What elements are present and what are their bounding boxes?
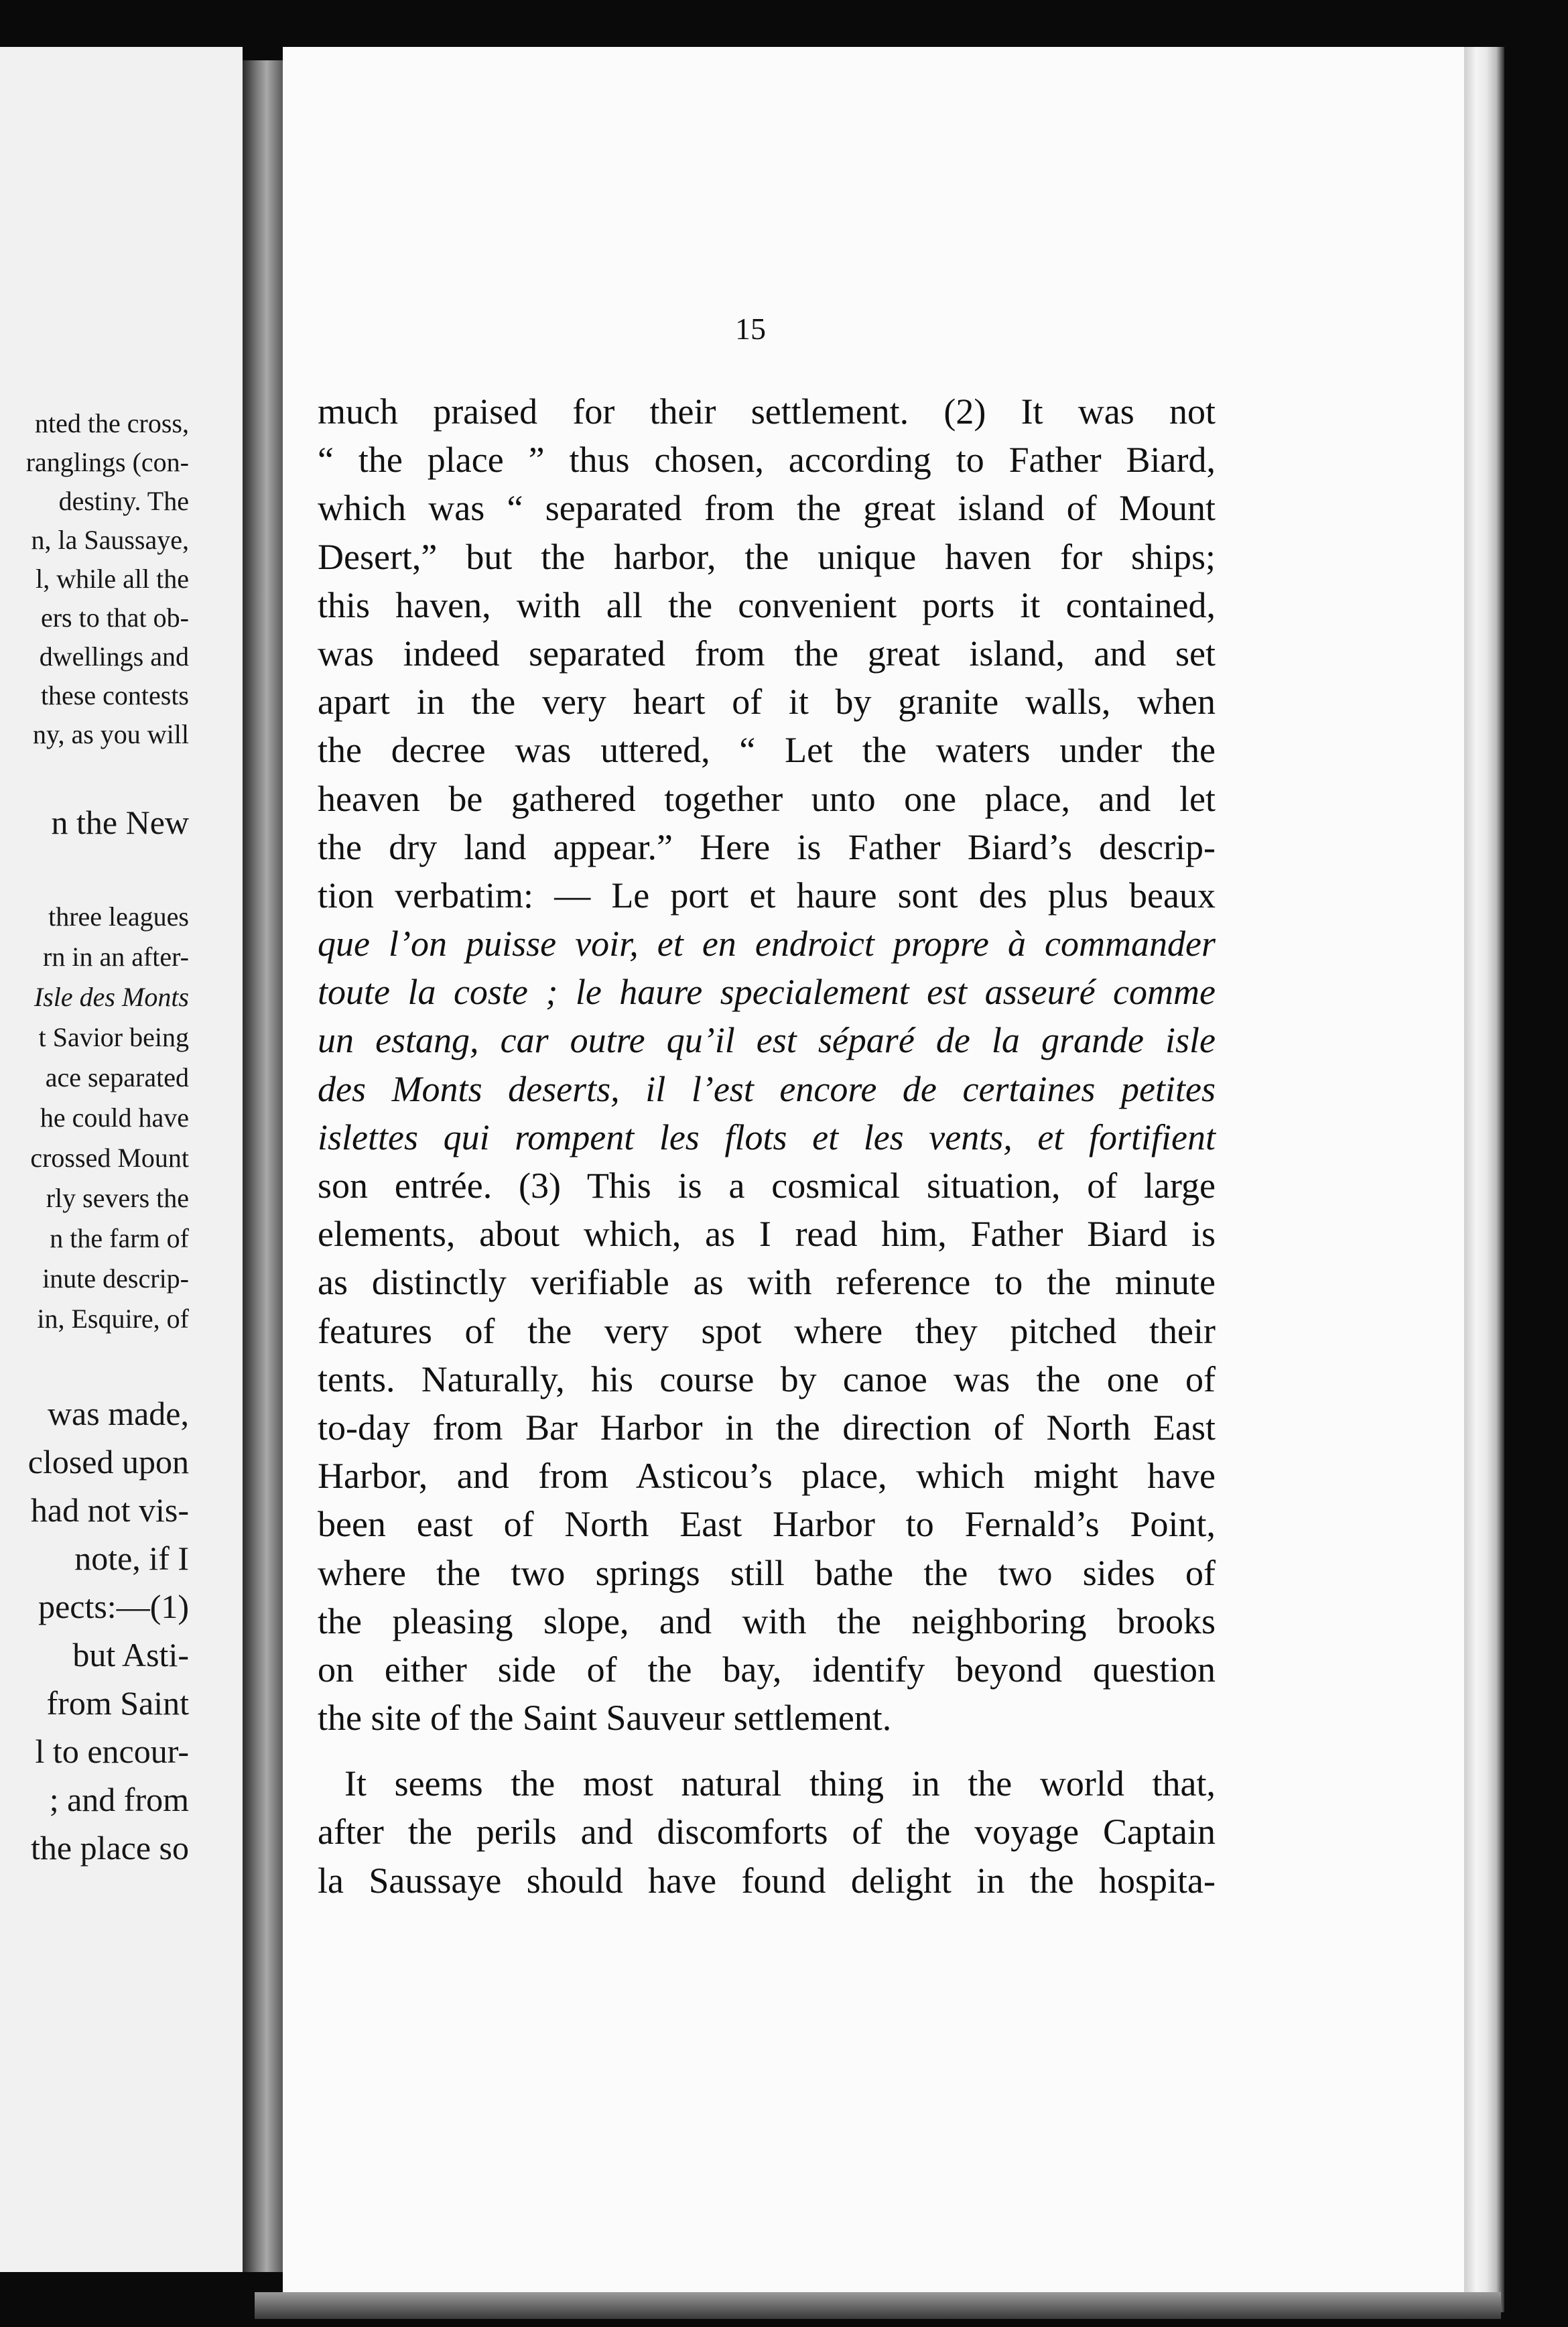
text-line: the site of the Saint Sauveur settlement.: [318, 1698, 892, 1739]
text-line: son entrée. (3) This is a cosmical situation, of large: [318, 1166, 1216, 1206]
left-fragment: n the New: [51, 804, 189, 841]
text-line: much praised for their settlement. (2) It was not: [318, 391, 1216, 432]
left-fragment: note, if I: [74, 1539, 189, 1577]
left-fragment: had not vis-: [30, 1491, 189, 1529]
left-fragment: ny, as you will: [33, 719, 189, 749]
left-fragment: the place so: [30, 1829, 189, 1867]
text-line: apart in the very heart of it by granite walls, when: [318, 682, 1216, 722]
left-fragment: dwellings and: [39, 641, 189, 672]
text-line: “ the place ” thus chosen, according to Father Biard,: [318, 440, 1216, 481]
text-line: islettes qui rompent les flots et les vents, et fortifient: [318, 1117, 1216, 1157]
text-line: the dry land appear.” Here is Father Biard’s descrip-: [318, 826, 1216, 867]
text-line: the pleasing slope, and with the neighboring brooks: [318, 1600, 1216, 1641]
text-line: where the two springs still bathe the two sides of: [318, 1552, 1216, 1593]
text-line: elements, about which, as I read him, Father Biard is: [318, 1214, 1216, 1255]
text-line: this haven, with all the convenient ports it contained,: [318, 584, 1216, 625]
text-line: It seems the most natural thing in the world that,: [344, 1763, 1216, 1804]
left-fragment: closed upon: [27, 1443, 189, 1481]
left-fragment: rly severs the: [46, 1183, 189, 1213]
text-line: Harbor, and from Asticou’s place, which might have: [318, 1456, 1216, 1497]
text-line: Desert,” but the harbor, the unique haven for ships;: [318, 536, 1216, 577]
left-fragment: l, while all the: [36, 564, 189, 594]
left-fragment: nted the cross,: [35, 408, 189, 438]
left-fragment: n, la Saussaye,: [31, 525, 189, 555]
left-fragment: pects:—(1): [38, 1588, 189, 1625]
left-fragment: l to encour-: [35, 1733, 189, 1770]
left-page: [0, 47, 243, 2272]
text-line: on either side of the bay, identify beyond question: [318, 1649, 1216, 1690]
text-line: que l’on puisse voir, et en endroict propre à commander: [318, 924, 1216, 964]
text-line: la Saussaye should have found delight in the hospita-: [318, 1860, 1216, 1901]
body-text: [318, 387, 1216, 1905]
text-line: tents. Naturally, his course by canoe was the one of: [318, 1359, 1216, 1399]
text-line: as distinctly verifiable as with reference to the minute: [318, 1262, 1216, 1303]
left-fragment: ace separated: [45, 1062, 189, 1092]
left-fragment: n the farm of: [50, 1223, 189, 1253]
left-fragment: these contests: [40, 680, 189, 710]
text-line: been east of North East Harbor to Fernald’s Point,: [318, 1504, 1216, 1545]
text-line: the decree was uttered, “ Let the waters under the: [318, 730, 1216, 771]
text-line: to-day from Bar Harbor in the direction of North East: [318, 1407, 1216, 1448]
left-fragment: but Asti-: [72, 1636, 189, 1674]
left-fragment: destiny. The: [58, 486, 189, 516]
left-fragment: ers to that ob-: [40, 603, 189, 633]
left-fragment: t Savior being: [38, 1022, 189, 1052]
left-fragment: in, Esquire, of: [37, 1304, 189, 1334]
left-fragment: rn in an after-: [43, 942, 189, 972]
left-fragment: Isle des Monts: [34, 982, 189, 1012]
left-fragment: ranglings (con-: [25, 447, 189, 477]
text-line: toute la coste ; le haure specialement est asseuré comme: [318, 972, 1216, 1013]
text-line: un estang, car outre qu’il est séparé de la grande isle: [318, 1020, 1216, 1061]
text-line: which was “ separated from the great island of Mount: [318, 488, 1216, 529]
page-edge: [1464, 47, 1504, 2312]
text-line: heaven be gathered together unto one place, and let: [318, 778, 1216, 819]
book-gutter: [243, 60, 283, 2272]
left-fragment: from Saint: [46, 1684, 189, 1722]
page-number: 15: [735, 312, 766, 346]
text-line: tion verbatim: — Le port et haure sont des plus beaux: [318, 875, 1216, 916]
left-fragment: he could have: [40, 1103, 189, 1133]
text-line: after the perils and discomforts of the voyage Captain: [318, 1812, 1216, 1852]
text-line: was indeed separated from the great island, and set: [318, 633, 1216, 674]
left-fragment: inute descrip-: [42, 1263, 189, 1294]
left-fragment: ; and from: [49, 1781, 189, 1818]
left-fragment: crossed Mount: [30, 1143, 189, 1173]
text-line: features of the very spot where they pitched their: [318, 1310, 1216, 1351]
left-fragment: was made,: [47, 1395, 189, 1432]
page-bottom-edge: [255, 2292, 1501, 2319]
left-fragment: three leagues: [48, 901, 189, 932]
text-line: des Monts deserts, il l’est encore de certaines petites: [318, 1068, 1216, 1109]
